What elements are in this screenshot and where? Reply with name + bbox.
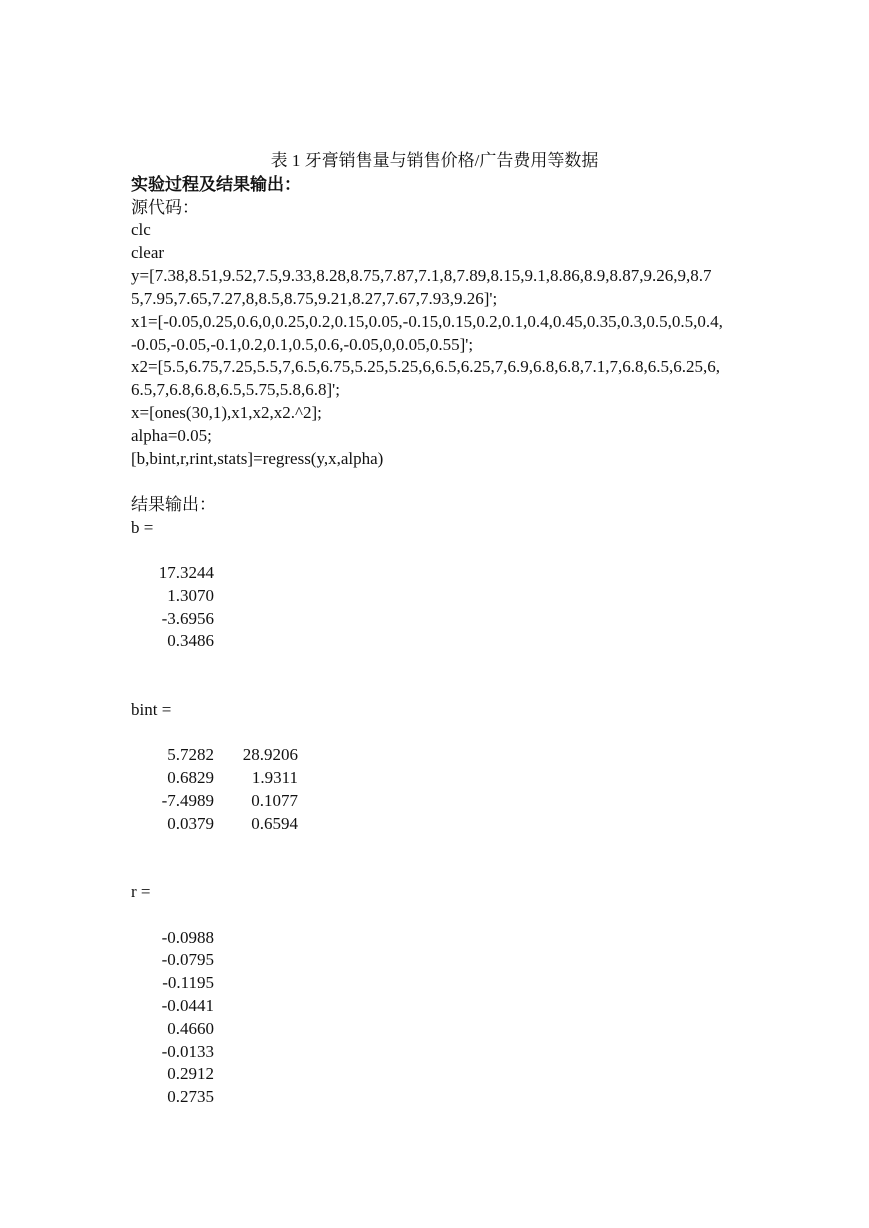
bint-upper: 1.9311 — [251, 768, 298, 787]
bint-lower: 5.7282 — [167, 745, 214, 764]
b-value: -3.6956 — [161, 609, 214, 628]
b-header: b = — [131, 518, 154, 537]
result-output-label: 结果输出： — [131, 495, 216, 514]
code-line: x2=[5.5,6.75,7.25,5.5,7,6.5,6.75,5.25,5.25,6,6.5,6.25,7,6.9,6.8,6.8,7.1,7,6.8,6.5,6.25,6, — [131, 357, 720, 376]
bint-lower: 0.0379 — [167, 814, 214, 833]
b-value: 1.3070 — [167, 586, 214, 605]
code-line: 6.5,7,6.8,6.8,6.5,5.75,5.8,6.8]'; — [131, 380, 340, 399]
r-value: -0.0441 — [161, 996, 214, 1015]
bint-upper: 28.9206 — [242, 745, 298, 764]
r-value: 0.2735 — [167, 1087, 214, 1106]
source-code-label: 源代码： — [131, 198, 199, 217]
r-value: -0.0988 — [161, 928, 214, 947]
r-value: -0.1195 — [162, 973, 214, 992]
r-value: -0.0795 — [161, 950, 214, 969]
code-line: x1=[-0.05,0.25,0.6,0,0.25,0.2,0.15,0.05,-0.15,0.15,0.2,0.1,0.4,0.45,0.35,0.3,0.5,0.5,0.4, — [131, 312, 723, 331]
code-line: x=[ones(30,1),x1,x2,x2.^2]; — [131, 403, 322, 422]
r-header: r = — [131, 882, 151, 901]
bint-lower: -7.4989 — [161, 791, 214, 810]
r-value: 0.4660 — [167, 1019, 214, 1038]
r-value: -0.0133 — [161, 1042, 214, 1061]
bint-upper: 0.1077 — [251, 791, 298, 810]
r-value: 0.2912 — [167, 1064, 214, 1083]
code-line: clear — [131, 243, 165, 262]
table-caption: 表 1 牙膏销售量与销售价格/广告费用等数据 — [270, 151, 599, 170]
bint-lower: 0.6829 — [167, 768, 214, 787]
code-line: 5,7.95,7.65,7.27,8,8.5,8.75,9.21,8.27,7.67,7.93,9.26]'; — [131, 289, 498, 308]
section-heading: 实验过程及结果输出： — [131, 175, 301, 194]
code-line: alpha=0.05; — [131, 426, 212, 445]
bint-header: bint = — [131, 700, 172, 719]
b-value: 17.3244 — [158, 563, 214, 582]
code-line: -0.05,-0.05,-0.1,0.2,0.1,0.5,0.6,-0.05,0,0.05,0.55]'; — [131, 335, 474, 354]
b-value: 0.3486 — [167, 631, 214, 650]
code-line: [b,bint,r,rint,stats]=regress(y,x,alpha) — [131, 449, 384, 468]
code-line: y=[7.38,8.51,9.52,7.5,9.33,8.28,8.75,7.87,7.1,8,7.89,8.15,9.1,8.86,8.9,8.87,9.26,9,8.7 — [131, 266, 712, 285]
code-line: clc — [131, 220, 151, 239]
bint-upper: 0.6594 — [251, 814, 298, 833]
